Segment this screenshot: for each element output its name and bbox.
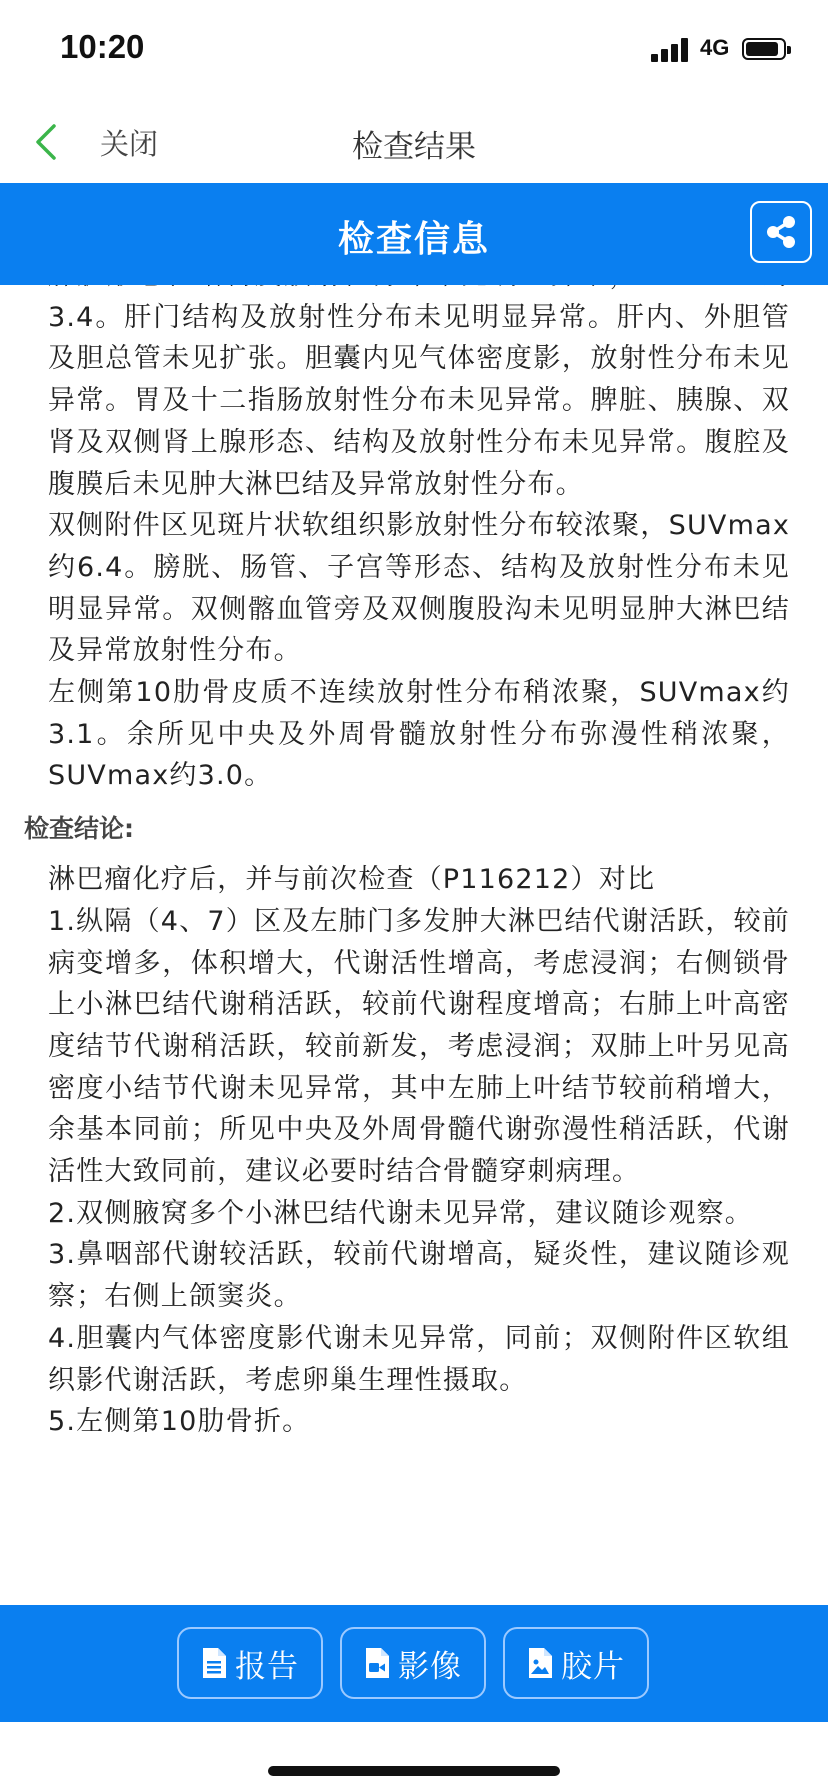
bottom-action-bar: [0, 1605, 828, 1722]
page-title: 检查结果: [352, 129, 476, 165]
conclusion-paragraph: 3.鼻咽部代谢较活跃，较前代谢增高，疑炎性，建议随诊观察；右侧上颌窦炎。: [48, 1239, 790, 1313]
conclusion-label: 检查结论:: [24, 814, 134, 844]
film-button[interactable]: [503, 1627, 649, 1699]
report-content[interactable]: [0, 285, 828, 1605]
finding-paragraph: 双侧附件区见斑片状软组织影放射性分布较浓聚，SUVmax约6.4。膀胱、肠管、子宫等形态、结构及放射性分布未见明显异常。双侧髂血管旁及双侧腹股沟未见明显肿大淋巴结及异常放射性分布。: [48, 510, 790, 667]
report-label: 报告: [235, 1648, 299, 1685]
signal-icon: [651, 36, 693, 62]
conclusion-paragraph: 2.双侧腋窝多个小淋巴结代谢未见异常，建议随诊观察。: [48, 1197, 753, 1229]
battery-icon: [742, 38, 786, 60]
conclusion-paragraph: 1.纵隔（4、7）区及左肺门多发肿大淋巴结代谢活跃，较前病变增多，体积增大，代谢活性增高，考虑浸润；右侧锁骨上小淋巴结代谢稍活跃，较前代谢程度增高；右肺上叶高密度结节代谢稍活跃，较前新发，考虑浸润；双肺上叶另见高密度小结节代谢未见异常，其中左肺上叶结节较前稍增大，余基本同前；所见中央及外周骨髓代谢弥漫性稍活跃，代谢活性大致同前，建议必要时结合骨髓穿刺病理。: [48, 905, 790, 1188]
share-icon: [763, 214, 799, 250]
section-header-title: 检查信息: [337, 219, 490, 260]
network-type: 4G: [700, 35, 730, 60]
close-button[interactable]: 关闭: [100, 127, 159, 161]
info-header: [0, 183, 828, 285]
document-icon: [201, 1647, 227, 1679]
share-button[interactable]: [750, 201, 812, 263]
home-indicator: [268, 1766, 560, 1776]
report-button[interactable]: [177, 1627, 323, 1699]
conclusion-paragraph: 4.胆囊内气体密度影代谢未见异常，同前；双侧附件区软组织影代谢活跃，考虑卵巢生理性摄取。: [48, 1322, 790, 1396]
finding-paragraph: 3.4。肝门结构及放射性分布未见明显异常。肝内、外胆管及胆总管未见扩张。胆囊内见气体密度影，放射性分布未见异常。胃及十二指肠放射性分布未见异常。脾脏、胰腺、双肾及双侧肾上腺形态、结构及放射性分布未见异常。腹腔及腹膜后未见肿大淋巴结及异常放射性分布。: [48, 301, 790, 500]
imaging-label: 影像: [398, 1648, 462, 1685]
video-file-icon: [364, 1647, 390, 1679]
conclusion-paragraph: 5.左侧第10肋骨折。: [48, 1406, 311, 1438]
image-file-icon: [527, 1647, 553, 1679]
film-label: 胶片: [561, 1648, 625, 1685]
imaging-button[interactable]: [340, 1627, 486, 1699]
conclusion-paragraph: 淋巴瘤化疗后，并与前次检查（P116212）对比: [48, 864, 656, 896]
status-time: 10:20: [60, 28, 145, 65]
nav-bar: [0, 100, 828, 183]
finding-paragraph: 左侧第10肋骨皮质不连续放射性分布稍浓聚，SUVmax约3.1。余所见中央及外周骨髓放射性分布弥漫性稍浓聚，SUVmax约3.0。: [48, 677, 790, 792]
status-bar: [0, 0, 828, 100]
